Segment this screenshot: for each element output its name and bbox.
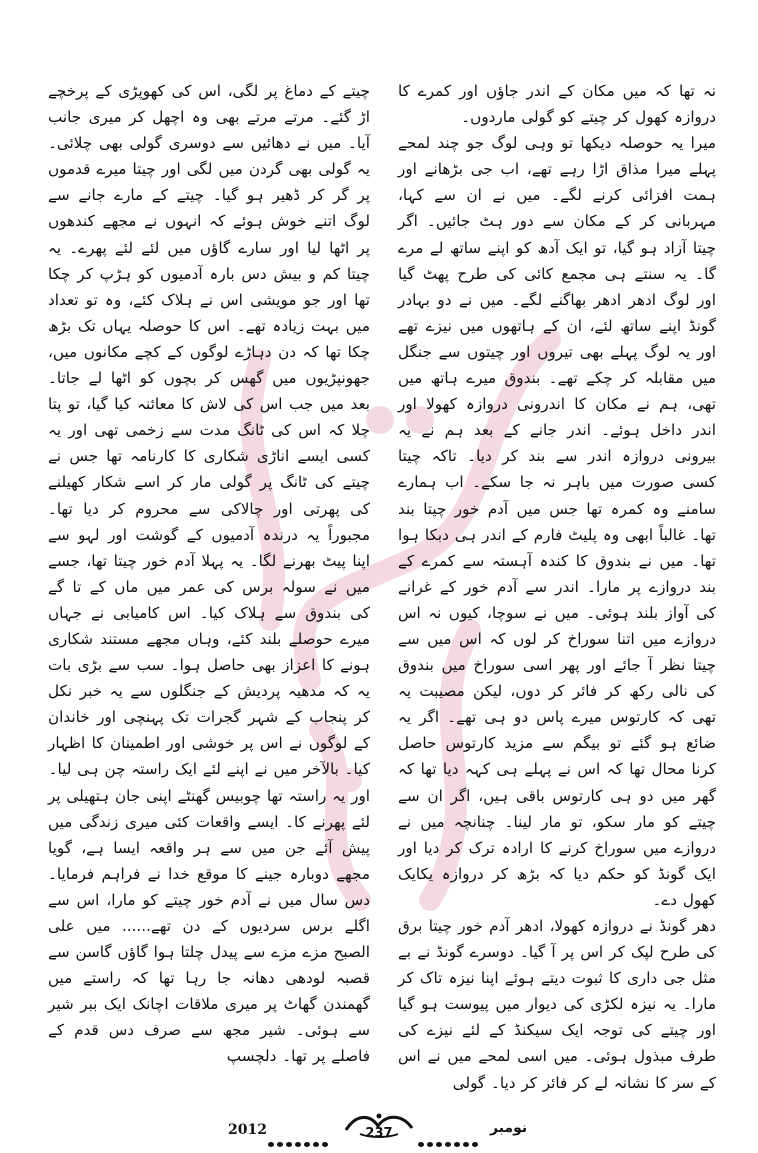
article-column-left xyxy=(48,78,370,1070)
paragraph: چیتے کے دماغ پر لگی، اس کی کھوپڑی کے پرخچے اڑ گئے۔ مرتے مرتے بھی وہ اچھل کر میری جانب آیا۔ میں نے دھائیں سے دوسری گولی بھی چلائی۔ یہ گولی بھی گردن میں لگی اور چیتا میرے قدموں پر گر کر ڈھیر ہو گیا۔ چیتے کے مارے جانے سے لوگ اتنے خوش ہوئے کہ انہوں نے مجھے کندھوں پر اٹھا لیا اور سارے گاؤں میں لئے لئے پھرے۔ یہ چیتا کم و بیش دس بارہ آدمیوں کو ہڑپ کر چکا تھا اور جو مویشی اس نے ہلاک کئے، وہ تو تعداد میں بہت زیادہ تھے۔ اس کا حوصلہ یہاں تک بڑھ چکا تھا کہ دن دہاڑے لوگوں کے کچے مکانوں میں، جھونپڑیوں میں گھس کر بچوں کو اٹھا لے جاتا۔ بعد میں جب اس کی لاش کا معائنہ کیا گیا، تو پتا چلا کہ اس کی ٹانگ مدت سے زخمی تھی اور یہ کسی ایسے اناڑی شکاری کا کارنامہ تھا جس نے چیتے کی ٹانگ پر گولی مار کر اسے شکار کھیلنے کی پھرتی اور چالاکی سے محروم کر دیا تھا۔ مجبوراً یہ درندہ آدمیوں کے گوشت اور لہو سے اپنا پیٹ بھرنے لگا۔ یہ پہلا آدم خور چیتا تھا، جسے میں نے سولہ برس کی عمر میں ماں کے تا گے کی بندوق سے ہلاک کیا۔ اس کامیابی نے جہاں میرے حوصلے بلند کئے، وہاں مجھے مستند شکاری ہونے کا اعزاز بھی حاصل ہوا۔ سب سے بڑی بات یہ کہ مدھیہ پردیش کے جنگلوں سے یہ خبر نکل کر پنجاب کے شہر گجرات تک پہنچی اور خاندان کے لوگوں نے اس پر خوشی اور اطمینان کا اظہار کیا۔ بالآخر میں نے اپنے لئے ایک راستہ چن ہی لیا۔ xyxy=(48,82,370,779)
footer-dots-right xyxy=(418,1132,481,1138)
page-footer xyxy=(0,1108,758,1148)
paragraph: اور یہ راستہ تھا چوبیس گھنٹے اپنی جان ہتھیلی پر لئے پھرنے کا۔ ایسے واقعات کئی میری زندگی میں پیش آئے جن میں سے ہر واقعہ ایسا ہے، گویا مجھے دوبارہ جینے کا موقع خدا نے فراہم فرمایا۔ دس سال میں نے آدم خور چیتے کو مارا، اس سے اگلے برس سردیوں کے دن تھے...... میں علی الصبح مزے مزے سے پیدل چلتا ہوا گاؤں گاسن سے قصبہ لودھی دھانہ جا رہا تھا کہ راستے میں گھمندن گھاٹ پر میری ملاقات اچانک ایک ببر شیر سے ہوئی۔ شیر مجھ سے صرف دس قدم کے فاصلے پر تھا۔ دلچسپ xyxy=(48,786,370,1066)
footer-month: نومبر xyxy=(490,1120,528,1136)
footer-dots-left xyxy=(268,1132,331,1138)
article-column-right xyxy=(398,78,716,1096)
page-number: 237 xyxy=(365,1126,393,1141)
paragraph: دھر گونڈ نے دروازہ کھولا، ادھر آدم خور چیتا برق کی طرح لپک کر اس پر آ گیا۔ دوسرے گونڈ نے بے مثل جی داری کا ثبوت دیتے ہوئے اپنا نیزہ تاک کر مارا۔ یہ نیزہ لکڑی کی دیوار میں پیوست ہو گیا اور چیتے کی توجہ ایک سیکنڈ کے لئے نیزے کی طرف مبذول ہوئی۔ میں اسی لمحے میں نے اس کے سر کا نشانہ لے کر فائر کر دیا۔ گولی xyxy=(398,917,716,1092)
footer-year: 2012 xyxy=(228,1122,267,1138)
paragraph: میرا یہ حوصلہ دیکھا تو وہی لوگ جو چند لمحے پہلے میرا مذاق اڑا رہے تھے، اب جی بڑھانے اور ہمت افزائی کرنے لگے۔ میں نے ان سے کہا، مہربانی کر کے مکان سے دور ہٹ جائیں۔ اگر چیتا آزاد ہو گیا، تو ایک آدھ کو اپنے ساتھ لے مرے گا۔ یہ سنتے ہی مجمع کائی کی طرح پھٹ گیا اور لوگ ادھر ادھر بھاگنے لگے۔ میں نے دو بہادر گونڈ اپنے ساتھ لئے، ان کے ہاتھوں میں نیزے تھے اور یہ لوگ پہلے بھی تیروں اور چیتوں سے جنگل میں مقابلہ کر چکے تھے۔ بندوق میرے ہاتھ میں تھی، ہم نے مکان کا اندرونی دروازہ کھولا اور اندر داخل ہوئے۔ اندر جانے کے بعد ہم نے یہ بیرونی دروازہ اندر سے بند کر دیا۔ تاکہ چیتا کسی صورت میں باہر نہ جا سکے۔ اب ہمارے سامنے وہ کمرہ تھا جس میں آدم خور چیتا بند تھا۔ غالباً ابھی وہ پلیٹ فارم کے اندر ہی دبکا ہوا تھا۔ میں نے بندوق کا کندہ آہستہ سے کمرے کے بند دروازے پر مارا۔ اندر سے آدم خور کے غرانے کی آواز بلند ہوئی۔ میں نے سوچا، کیوں نہ اس دروازے میں اتنا سوراخ کر لوں کہ اس میں سے چیتا نظر آ جائے اور پھر اسی سوراخ میں بندوق کی نالی رکھ کر فائر کر دوں، لیکن مصیبت یہ تھی کہ کارتوس میرے پاس دو ہی تھے۔ اگر یہ ضائع ہو گئے تو بیگم سے مزید کارتوس حاصل کرنا محال تھا کہ اس نے پہلے ہی کہہ دیا تھا کہ گھر میں دو ہی کارتوس باقی ہیں، اگر ان سے چیتے کو مار سکو، تو مار لینا۔ چنانچہ میں نے دروازے میں سوراخ کرنے کا ارادہ ترک کر دیا اور ایک گونڈ کو حکم دیا کہ بڑھ کر دروازہ یکایک کھول دے۔ xyxy=(398,134,716,909)
paragraph: نہ تھا کہ میں مکان کے اندر جاؤں اور کمرے کا دروازہ کھول کر چیتے کو گولی ماردوں۔ xyxy=(398,82,716,127)
